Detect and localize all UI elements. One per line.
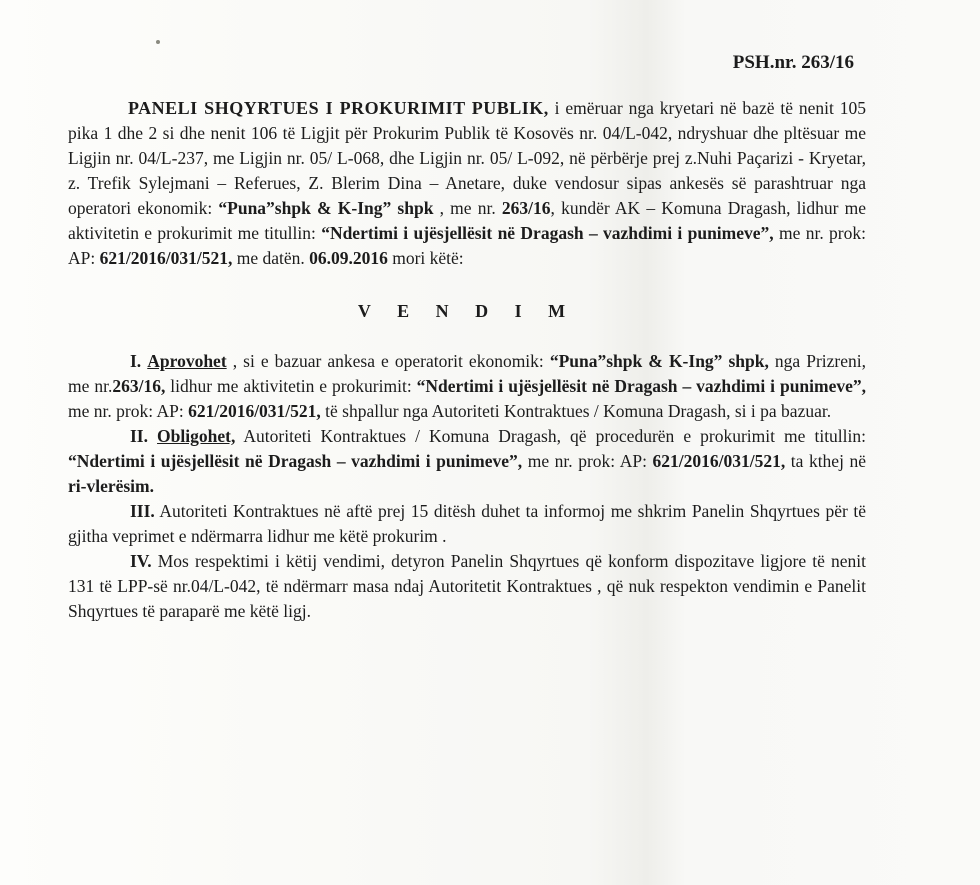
project-title: “Ndertimi i ujësjellësit në Dragash – vazhdimi i punimeve”, [321,223,774,243]
procurement-number: 621/2016/031/521, [99,248,233,268]
decision-item-2: II. Obligohet, Autoriteti Kontraktues / Komuna Dragash, që procedurën e prokurimit me titullin: “Ndertimi i ujësjellësit në Dragash – vazhdimi i punimeve”, me nr. prok: AP: 621/2016/031/521, ta kthej në ri-vlerësim. [68,426,867,496]
item-keyword: Aprovohet [147,351,227,371]
panel-name: PANELI SHQYRTUES I PROKURIMIT PUBLIK, [128,98,549,118]
decision-item-3: III. Autoriteti Kontraktues në aftë prej 15 ditësh duhet ta informoj me shkrim Panelin Shqyrtues për të gjitha veprimet e ndërmarra lidhur me këtë prokurim . [68,501,866,546]
item-keyword: Obligohet, [157,426,236,446]
reference-number: PSH.nr. 263/16 [732,52,854,73]
decision-title: V E N D I M [357,301,577,321]
case-number: 263/16 [501,198,551,218]
decision-item-1: I. Aprovohet , si e bazuar ankesa e operatorit ekonomik: “Puna”shpk & K-Ing” shpk, nga Prizreni, me nr.263/16, lidhur me aktivitetin e prokurimit: “Ndertimi i ujësjellësit në Dragash – vazhdimi i punimeve”, me nr. prok: AP: 621/2016/031/521, të shpallur nga Autoriteti Kontraktues / Komuna Dragash, si i pa bazuar. [68,351,867,421]
decision-date: 06.09.2016 [309,248,388,268]
document-body [68,96,866,624]
intro-paragraph: PANELI SHQYRTUES I PROKURIMIT PUBLIK, i emëruar nga kryetari në bazë të nenit 105 pika 1 dhe 2 si dhe nenit 106 të Ligjit për Prokurim Publik të Kosovës nr. 04/L-042, ndryshuar dhe pltësuar me Ligjin nr. 04/L-237, me Ligjin nr. 05/ L-068, dhe Ligjin nr. 05/ L-092, në përbërje prej z.Nuhi Paçarizi - Kryetar, z. Trefik Sylejmani – Referues, Z. Blerim Dina – Anetare, duke vendosur sipas ankesës së parashtruar nga operatori ekonomik: “Puna”shpk & K-Ing” shpk , me nr. 263/16, kundër AK – Komuna Dragash, lidhur me aktivitetin e prokurimit me titullin: “Ndertimi i ujësjellësit në Dragash – vazhdimi i punimeve”, me nr. prok: AP: 621/2016/031/521, me datën. 06.09.2016 mori këtë: [68,98,866,268]
economic-operator: “Puna”shpk & K-Ing” shpk [218,198,434,218]
decision-item-4: IV. Mos respektimi i këtij vendimi, detyron Panelin Shqyrtues që konform dispozitave ligjore të nenit 131 të LPP-së nr.04/L-042, të ndërmarr masa ndaj Autoritetit Kontraktues , që nuk respekton vendimin e Panelit Shqyrtues të paraparë me këtë ligj. [68,551,866,621]
scan-speck [156,40,160,44]
